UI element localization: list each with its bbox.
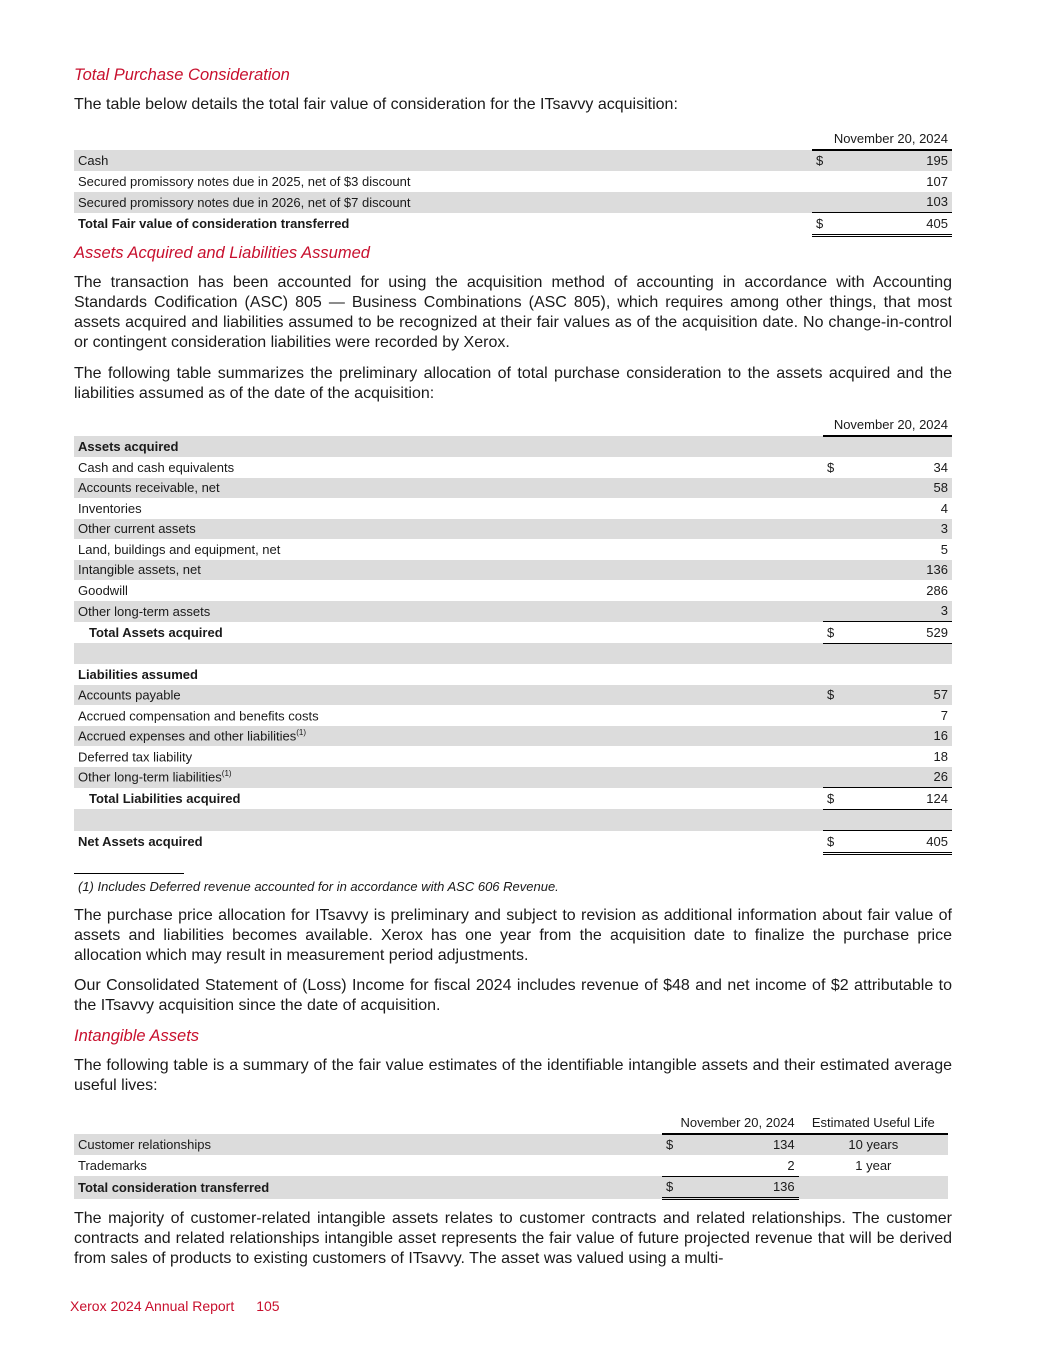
footnote-divider	[74, 873, 184, 874]
net-assets-row: Net Assets acquired $ 405	[74, 831, 952, 854]
table-row: Trademarks 2 1 year	[78, 1157, 892, 1173]
total-row: Total consideration transferred $ 136	[74, 1176, 948, 1199]
heading-assets-acquired: Assets Acquired and Liabilities Assumed	[74, 244, 370, 262]
table-row: Goodwill 286	[78, 582, 948, 598]
assets-header: Assets acquired	[74, 436, 823, 458]
table-row: Other current assets 3	[74, 519, 952, 540]
paragraph-allocation-summary: The following table summarizes the preliminary allocation of total purchase consideration to the assets acquired and the liabilities assumed as of the date of the acquisition:	[74, 365, 952, 402]
table-row: Customer relationships $ 134 10 years	[74, 1134, 948, 1156]
table-row: Secured promissory notes due in 2025, net of $3 discount 107	[78, 173, 948, 189]
table-row: Other long-term assets 3	[74, 601, 952, 622]
table-row: Deferred tax liability 18	[78, 748, 948, 764]
paragraph-acquisition-method: The transaction has been accounted for using the acquisition method of accounting in accordance with Accounting Standards Codification (ASC) 805 — Business Combinations (ASC 805), which requires among other things, that most assets acquired and liabilities assumed to be recognized at their fair values as of the acquisition date. No change-in-control or contingent consideration liabilities were recorded by Xerox.	[74, 274, 952, 351]
page-footer	[70, 1298, 302, 1314]
allocation-table	[74, 414, 952, 855]
table-row: Accounts receivable, net 58	[74, 478, 952, 499]
liabilities-header: Liabilities assumed	[78, 666, 198, 682]
paragraph-customer-intangibles: The majority of customer-related intangible assets relates to customer contracts and related relationships. The customer contracts and related relationships intangible asset represents the fair value of future projected revenue that will be derived from sales of products to existing customers of ITsavvy. The asset was valued using a multi-	[74, 1210, 952, 1267]
table-row: Cash $ 195	[74, 150, 952, 172]
table-row: Accounts payable $ 57	[74, 685, 952, 706]
page-number: 105	[256, 1298, 280, 1314]
table-row: Cash and cash equivalents $ 34	[78, 459, 948, 475]
table-row: Inventories 4	[78, 500, 948, 516]
column-header-value: November 20, 2024	[662, 1112, 799, 1134]
paragraph-preliminary-allocation: The purchase price allocation for ITsavvy is preliminary and subject to revision as additional information about fair value of assets and liabilities becomes available. Xerox has one year from the acquisition date to finalize the purchase price allocation which may result in measurement period adjustments.	[74, 907, 952, 964]
column-header: November 20, 2024	[812, 128, 952, 150]
column-header-life: Estimated Useful Life	[799, 1112, 948, 1134]
intangible-intro: The following table is a summary of the fair value estimates of the identifiable intangible assets and their estimated average useful lives:	[74, 1057, 952, 1094]
total-row: Total Liabilities acquired $ 124	[74, 788, 952, 810]
table-row: Accrued compensation and benefits costs 7	[78, 707, 948, 723]
heading-intangible-assets: Intangible Assets	[74, 1027, 200, 1045]
table-row: Accrued expenses and other liabilities$^{(1)}$ 16	[74, 726, 952, 747]
paragraph-revenue-income: Our Consolidated Statement of (Loss) Income for fiscal 2024 includes revenue of $48 and net income of $2 attributable to the ITsavvy acquisition since the date of acquisition.	[74, 977, 952, 1014]
table-row: Secured promissory notes due in 2026, net of $7 discount 103	[74, 192, 952, 213]
intro-paragraph: The table below details the total fair value of consideration for the ITsavvy acquisition:	[74, 96, 678, 113]
purchase-consideration-table	[74, 128, 952, 237]
footnote: (1) Includes Deferred revenue accounted for in accordance with ASC 606 Revenue.	[78, 879, 559, 894]
column-header: November 20, 2024	[823, 414, 952, 436]
intangible-assets-table	[74, 1112, 948, 1200]
table-row: Other long-term liabilities$^{(1)}$ 26	[74, 767, 952, 788]
table-row: Intangible assets, net 136	[74, 560, 952, 581]
report-name: Xerox 2024 Annual Report	[70, 1298, 235, 1314]
total-row: Total Assets acquired $ 529	[74, 622, 952, 644]
table-row: Land, buildings and equipment, net 5	[78, 541, 948, 557]
total-row: Total Fair value of consideration transferred $ 405	[74, 213, 952, 236]
heading-total-purchase-consideration: Total Purchase Consideration	[74, 66, 290, 84]
